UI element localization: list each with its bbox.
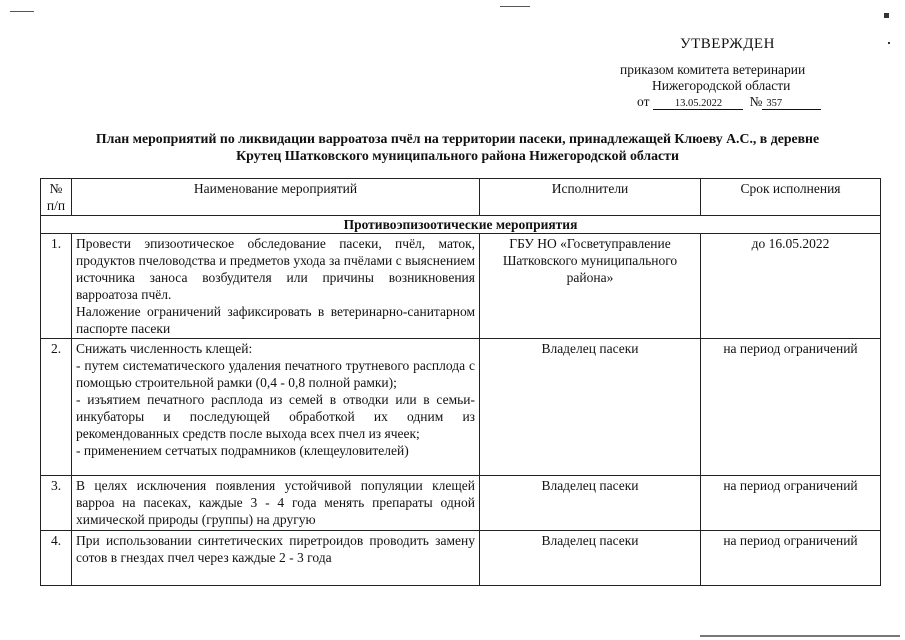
order-date-line [637, 94, 821, 110]
table-row [41, 531, 881, 586]
row-executor [480, 476, 701, 531]
row-measure [72, 234, 480, 339]
table-row [41, 476, 881, 531]
row-executor: Владелец пасеки [480, 531, 701, 586]
row-num: 1. [41, 234, 72, 339]
document-title-line: План мероприятий по ликвидации варроатоза пчёл на территории пасеки, принадлежащей Клюеву А.С., в деревне [95, 131, 820, 146]
row-num: 2. [41, 339, 72, 476]
row-measure [72, 339, 480, 476]
order-date: 13.05.2022 [653, 98, 743, 110]
row-measure [72, 531, 480, 586]
row-deadline: на период ограничений [701, 476, 881, 531]
table-row [41, 339, 881, 476]
order-number-label: № [749, 94, 763, 109]
row-executor: Владелец пасеки [480, 339, 701, 476]
header-executors: Исполнители [480, 179, 701, 216]
header-deadline: Срок исполнения [701, 179, 881, 216]
row-deadline: до 16.05.2022 [701, 234, 881, 339]
measure-line: - изъятием печатного расплода из семей в отводки или в семьи-инкубаторы и последующей обработкой их одним из рекомендованных средств после выхода всех пчел из ячеек; [76, 392, 475, 441]
scan-artifact-dot [884, 13, 889, 18]
row-executor-label: Владелец пасеки [541, 478, 639, 493]
measure-line: - применением сетчатых подрамников (клещеуловителей) [76, 443, 409, 458]
row-deadline: на период ограничений [701, 339, 881, 476]
row-num: 4. [41, 531, 72, 586]
table-header-row [41, 179, 881, 216]
order-number: 357 [762, 98, 821, 110]
row-deadline: на период ограничений [701, 531, 881, 586]
row-measure [72, 476, 480, 531]
measure-line: Наложение ограничений зафиксировать в ветеринарно-санитарном паспорте пасеки [76, 304, 475, 336]
document-title [60, 130, 855, 164]
approved-stamp: УТВЕРЖДЕН [680, 36, 775, 52]
table-row [41, 234, 881, 339]
measure-line: В целях исключения появления устойчивой популяции клещей варроа на пасеках, каждые 3 - 4 года менять препараты одной химической природы (группы) на другую [76, 478, 475, 527]
scan-artifact-dot [888, 42, 890, 44]
measure-line: Провести эпизоотическое обследование пасеки, пчёл, маток, продуктов пчеловодства и предметов ухода за пчёлами с выяснением источника заноса возбудителя или причины возникновения варроатоза пчёл. [76, 236, 475, 302]
header-num [41, 179, 72, 216]
row-executor: ГБУ НО «Госветуправление Шатковского муниципального района» [480, 234, 701, 339]
scan-artifact-line [500, 6, 530, 7]
measure-line: Снижать численность клещей: [76, 341, 253, 356]
order-region: Нижегородской области [652, 78, 791, 93]
scan-artifact-line [700, 635, 900, 637]
measure-line: При использовании синтетических пиретроидов проводить замену сотов в гнездах пчел через каждые 2 - 3 года [76, 533, 475, 565]
scan-artifact-line [10, 11, 34, 12]
section-title: Противоэпизоотические мероприятия [41, 216, 881, 234]
measure-line: - путем систематического удаления печатного трутневого расплода с помощью строительной рамки (0,4 - 0,8 полной рамки); [76, 358, 475, 390]
order-issuer: приказом комитета ветеринарии [620, 62, 806, 77]
document-title-line: Крутец Шатковского муниципального района Нижегородской области [236, 148, 679, 163]
row-num: 3. [41, 476, 72, 531]
header-num-label: № п/п [46, 181, 66, 213]
section-row [41, 216, 881, 234]
order-from-label: от [637, 94, 650, 109]
header-name: Наименование мероприятий [72, 179, 480, 216]
measures-table [40, 178, 881, 586]
